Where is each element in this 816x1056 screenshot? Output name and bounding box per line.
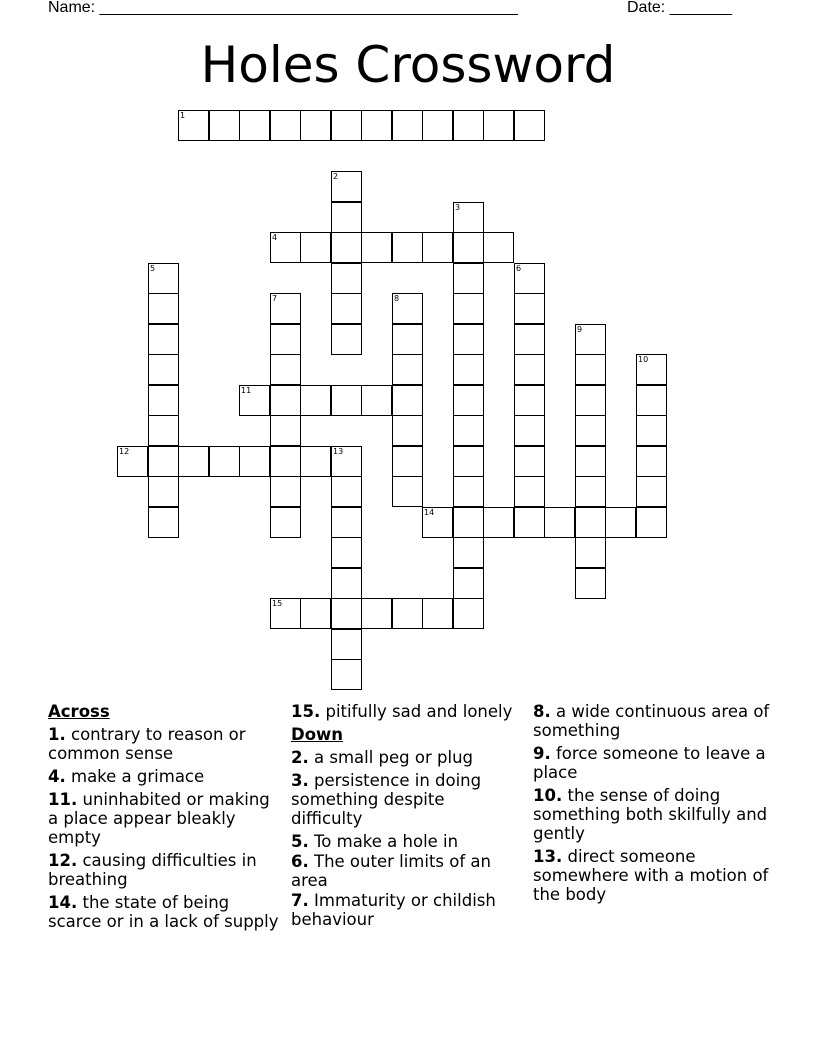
clue-text: uninhabited or making a place appear bleakly empty bbox=[48, 790, 270, 847]
grid-cell[interactable] bbox=[453, 110, 484, 141]
cell-number: 13 bbox=[333, 447, 344, 456]
clue-down-9 bbox=[533, 744, 773, 782]
clue-text: the sense of doing something both skilfully and gently bbox=[533, 786, 768, 843]
grid-cell[interactable] bbox=[575, 476, 606, 507]
grid-cell[interactable] bbox=[270, 415, 301, 446]
grid-cell[interactable] bbox=[209, 446, 240, 477]
cell-number: 11 bbox=[241, 386, 252, 395]
grid-cell[interactable] bbox=[392, 476, 423, 507]
grid-cell[interactable] bbox=[361, 110, 392, 141]
cell-number: 7 bbox=[272, 294, 278, 303]
grid-cell[interactable] bbox=[453, 263, 484, 294]
cell-number: 9 bbox=[577, 325, 583, 334]
cell-number: 6 bbox=[516, 264, 522, 273]
grid-cell[interactable] bbox=[148, 263, 179, 294]
cell-number: 4 bbox=[272, 233, 278, 242]
clue-number: 13. bbox=[533, 847, 563, 866]
grid-cell[interactable] bbox=[300, 110, 331, 141]
grid-cell[interactable] bbox=[148, 415, 179, 446]
grid-cell[interactable] bbox=[300, 232, 331, 263]
clue-down-2 bbox=[291, 748, 521, 767]
cell-number: 3 bbox=[455, 203, 461, 212]
grid-cell[interactable] bbox=[636, 354, 667, 385]
grid-cell[interactable] bbox=[331, 629, 362, 660]
clues-column-1 bbox=[48, 702, 280, 931]
grid-cell[interactable] bbox=[453, 537, 484, 568]
grid-cell[interactable] bbox=[514, 324, 545, 355]
grid-cell[interactable] bbox=[605, 507, 636, 538]
grid-cell[interactable] bbox=[453, 293, 484, 324]
grid-cell[interactable] bbox=[575, 415, 606, 446]
clue-across-1 bbox=[48, 725, 280, 763]
grid-cell[interactable] bbox=[178, 110, 209, 141]
grid-cell[interactable] bbox=[270, 446, 301, 477]
grid-cell[interactable] bbox=[422, 232, 453, 263]
grid-cell[interactable] bbox=[209, 110, 240, 141]
grid-cell[interactable] bbox=[453, 385, 484, 416]
grid-cell[interactable] bbox=[361, 385, 392, 416]
grid-cell[interactable] bbox=[575, 385, 606, 416]
grid-cell[interactable] bbox=[392, 232, 423, 263]
clue-across-14 bbox=[48, 893, 280, 931]
clue-text: the state of being scarce or in a lack of supply bbox=[48, 893, 279, 931]
grid-cell[interactable] bbox=[148, 507, 179, 538]
clue-down-8 bbox=[533, 702, 773, 740]
clue-text: a wide continuous area of something bbox=[533, 702, 770, 740]
cell-number: 15 bbox=[272, 599, 283, 608]
grid-cell[interactable] bbox=[331, 659, 362, 690]
grid-cell[interactable] bbox=[636, 507, 667, 538]
grid-cell[interactable] bbox=[392, 385, 423, 416]
grid-cell[interactable] bbox=[575, 507, 606, 538]
cell-number: 10 bbox=[638, 355, 649, 364]
grid-cell[interactable] bbox=[453, 202, 484, 233]
clue-text: Immaturity or childish behaviour bbox=[291, 891, 496, 929]
grid-cell[interactable] bbox=[453, 446, 484, 477]
clue-text: make a grimace bbox=[71, 767, 205, 786]
grid-cell[interactable] bbox=[514, 263, 545, 294]
clue-text: contrary to reason or common sense bbox=[48, 725, 246, 763]
grid-cell[interactable] bbox=[148, 324, 179, 355]
grid-cell[interactable] bbox=[270, 598, 301, 629]
clue-number: 15. bbox=[291, 702, 321, 721]
grid-cell[interactable] bbox=[392, 354, 423, 385]
grid-cell[interactable] bbox=[331, 446, 362, 477]
clue-number: 12. bbox=[48, 851, 78, 870]
grid-cell[interactable] bbox=[331, 232, 362, 263]
grid-cell[interactable] bbox=[636, 415, 667, 446]
grid-cell[interactable] bbox=[544, 507, 575, 538]
clue-number: 4. bbox=[48, 767, 66, 786]
grid-cell[interactable] bbox=[148, 385, 179, 416]
grid-cell[interactable] bbox=[270, 110, 301, 141]
grid-cell[interactable] bbox=[483, 110, 514, 141]
name-field-line: Name: _______________________________________________ bbox=[48, 0, 518, 16]
grid-cell[interactable] bbox=[514, 354, 545, 385]
clue-number: 14. bbox=[48, 893, 78, 912]
grid-cell[interactable] bbox=[148, 476, 179, 507]
grid-cell[interactable] bbox=[148, 293, 179, 324]
clue-across-11 bbox=[48, 790, 280, 847]
clue-number: 8. bbox=[533, 702, 551, 721]
grid-cell[interactable] bbox=[514, 415, 545, 446]
clues-column-2 bbox=[291, 702, 521, 929]
grid-cell[interactable] bbox=[300, 446, 331, 477]
clues-column-3 bbox=[533, 702, 773, 904]
clue-number: 3. bbox=[291, 771, 309, 790]
clue-down-13 bbox=[533, 847, 773, 904]
grid-cell[interactable] bbox=[331, 476, 362, 507]
clue-number: 9. bbox=[533, 744, 551, 763]
grid-cell[interactable] bbox=[453, 598, 484, 629]
clue-number: 6. bbox=[291, 852, 309, 871]
grid-cell[interactable] bbox=[331, 568, 362, 599]
clue-text: The outer limits of an area bbox=[291, 852, 491, 890]
clue-text: a small peg or plug bbox=[314, 748, 474, 767]
clue-text: persistence in doing something despite difficulty bbox=[291, 771, 482, 828]
grid-cell[interactable] bbox=[575, 446, 606, 477]
clue-number: 7. bbox=[291, 891, 309, 910]
grid-cell[interactable] bbox=[331, 263, 362, 294]
grid-cell[interactable] bbox=[514, 507, 545, 538]
grid-cell[interactable] bbox=[453, 354, 484, 385]
grid-cell[interactable] bbox=[270, 293, 301, 324]
clue-number: 1. bbox=[48, 725, 66, 744]
grid-cell[interactable] bbox=[300, 385, 331, 416]
cell-number: 14 bbox=[424, 508, 435, 517]
grid-cell[interactable] bbox=[453, 476, 484, 507]
grid-cell[interactable] bbox=[575, 324, 606, 355]
grid-cell[interactable] bbox=[270, 354, 301, 385]
grid-cell[interactable] bbox=[636, 385, 667, 416]
grid-cell[interactable] bbox=[331, 293, 362, 324]
grid-cell[interactable] bbox=[331, 385, 362, 416]
grid-cell[interactable] bbox=[453, 568, 484, 599]
grid-cell[interactable] bbox=[453, 232, 484, 263]
clue-across-15 bbox=[291, 702, 521, 721]
cell-number: 1 bbox=[180, 111, 186, 120]
clue-down-10 bbox=[533, 786, 773, 843]
grid-cell[interactable] bbox=[178, 446, 209, 477]
grid-cell[interactable] bbox=[270, 476, 301, 507]
grid-cell[interactable] bbox=[361, 232, 392, 263]
cell-number: 12 bbox=[119, 447, 130, 456]
grid-cell[interactable] bbox=[148, 354, 179, 385]
clue-number: 10. bbox=[533, 786, 563, 805]
grid-cell[interactable] bbox=[575, 568, 606, 599]
clue-across-4 bbox=[48, 767, 280, 786]
grid-cell[interactable] bbox=[148, 446, 179, 477]
clue-number: 2. bbox=[291, 748, 309, 767]
clue-down-5 bbox=[291, 832, 521, 851]
grid-cell[interactable] bbox=[239, 446, 270, 477]
grid-cell[interactable] bbox=[239, 385, 270, 416]
grid-cell[interactable] bbox=[514, 446, 545, 477]
grid-cell[interactable] bbox=[331, 171, 362, 202]
grid-cell[interactable] bbox=[422, 598, 453, 629]
cell-number: 5 bbox=[150, 264, 156, 273]
grid-cell[interactable] bbox=[514, 110, 545, 141]
grid-cell[interactable] bbox=[514, 476, 545, 507]
down-heading: Down bbox=[291, 725, 344, 744]
grid-cell[interactable] bbox=[239, 110, 270, 141]
clue-text: force someone to leave a place bbox=[533, 744, 766, 782]
grid-cell[interactable] bbox=[270, 385, 301, 416]
grid-cell[interactable] bbox=[483, 507, 514, 538]
grid-cell[interactable] bbox=[392, 415, 423, 446]
grid-cell[interactable] bbox=[270, 232, 301, 263]
clue-down-6 bbox=[291, 852, 521, 890]
grid-cell[interactable] bbox=[483, 232, 514, 263]
grid-cell[interactable] bbox=[392, 324, 423, 355]
cell-number: 2 bbox=[333, 172, 339, 181]
grid-cell[interactable] bbox=[575, 354, 606, 385]
grid-cell[interactable] bbox=[636, 476, 667, 507]
grid-cell[interactable] bbox=[331, 110, 362, 141]
grid-cell[interactable] bbox=[331, 537, 362, 568]
page-title: Holes Crossword bbox=[200, 36, 616, 94]
grid-cell[interactable] bbox=[270, 507, 301, 538]
grid-cell[interactable] bbox=[636, 446, 667, 477]
grid-cell[interactable] bbox=[575, 537, 606, 568]
clue-text: To make a hole in bbox=[314, 832, 459, 851]
grid-cell[interactable] bbox=[453, 324, 484, 355]
grid-cell[interactable] bbox=[392, 293, 423, 324]
grid-cell[interactable] bbox=[422, 507, 453, 538]
grid-cell[interactable] bbox=[331, 598, 362, 629]
grid-cell[interactable] bbox=[514, 385, 545, 416]
clue-text: causing difficulties in breathing bbox=[48, 851, 257, 889]
clue-down-3 bbox=[291, 771, 521, 828]
grid-cell[interactable] bbox=[331, 202, 362, 233]
date-field-line: Date: _______ bbox=[627, 0, 732, 16]
clue-down-7 bbox=[291, 891, 521, 929]
grid-cell[interactable] bbox=[300, 598, 331, 629]
grid-cell[interactable] bbox=[392, 598, 423, 629]
clue-number: 11. bbox=[48, 790, 78, 809]
clue-number: 5. bbox=[291, 832, 309, 851]
across-heading: Across bbox=[48, 702, 110, 721]
grid-cell[interactable] bbox=[392, 446, 423, 477]
grid-cell[interactable] bbox=[392, 110, 423, 141]
grid-cell[interactable] bbox=[422, 110, 453, 141]
grid-cell[interactable] bbox=[453, 507, 484, 538]
grid-cell[interactable] bbox=[453, 415, 484, 446]
grid-cell[interactable] bbox=[331, 324, 362, 355]
grid-cell[interactable] bbox=[361, 598, 392, 629]
grid-cell[interactable] bbox=[117, 446, 148, 477]
grid-cell[interactable] bbox=[270, 324, 301, 355]
clue-across-12 bbox=[48, 851, 280, 889]
grid-cell[interactable] bbox=[331, 507, 362, 538]
clue-text: pitifully sad and lonely bbox=[325, 702, 513, 721]
clue-text: direct someone somewhere with a motion of the body bbox=[533, 847, 769, 904]
cell-number: 8 bbox=[394, 294, 400, 303]
grid-cell[interactable] bbox=[514, 293, 545, 324]
